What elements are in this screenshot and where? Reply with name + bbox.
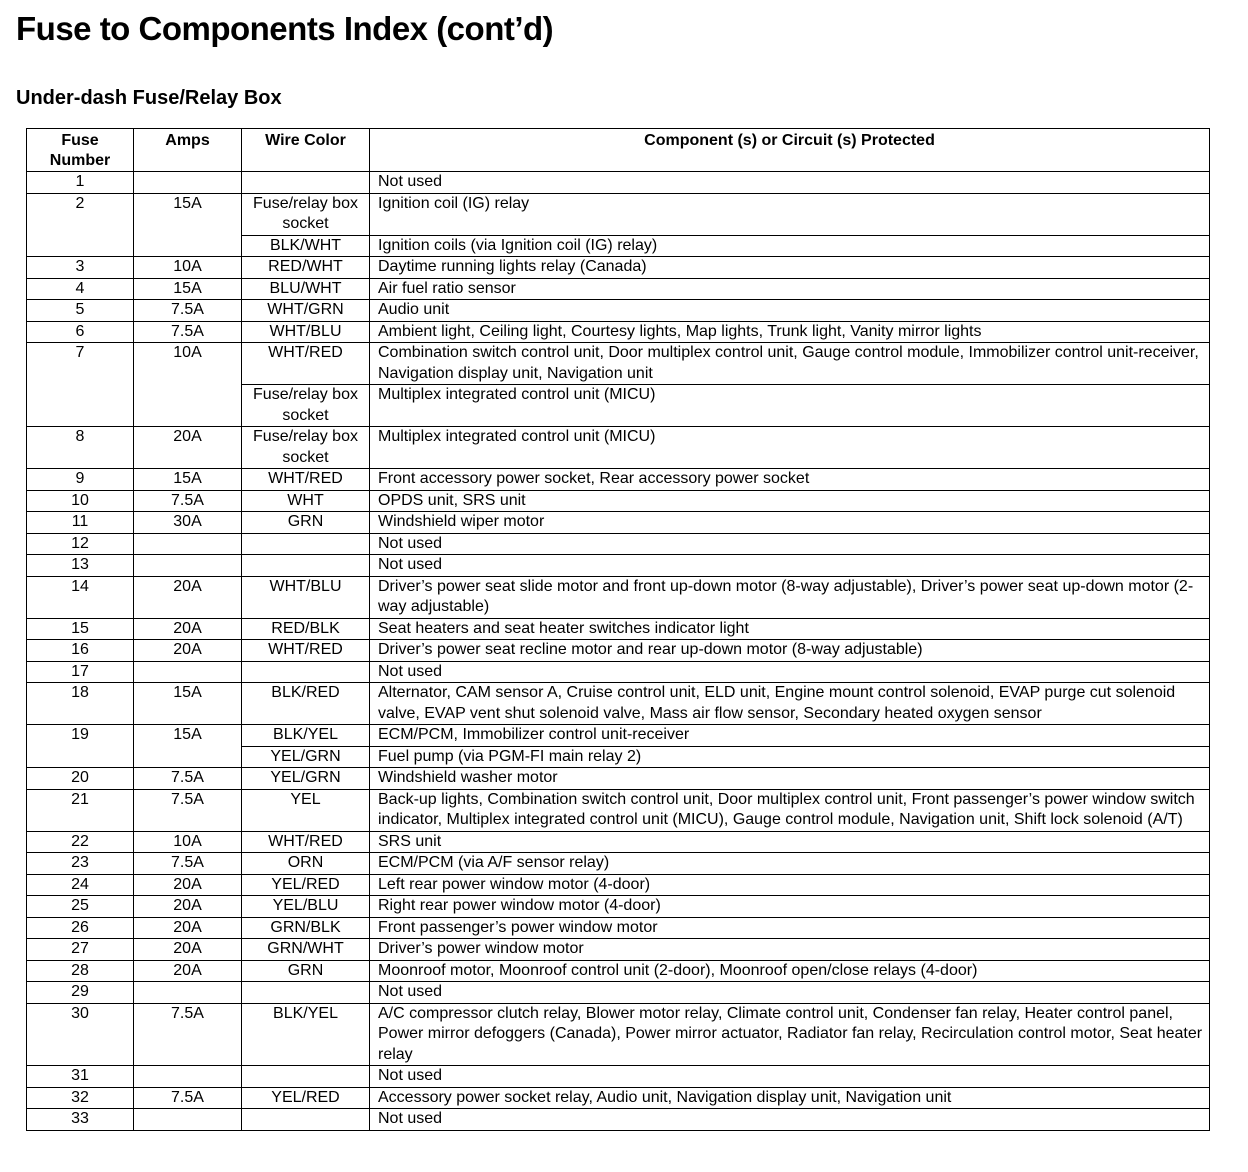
amps-cell: 20A: [134, 896, 242, 918]
fuse-number-cell: 33: [27, 1109, 134, 1131]
table-row: [27, 172, 1210, 194]
amps-cell: 10A: [134, 257, 242, 279]
fuse-number-cell: 2: [27, 193, 134, 257]
table-row: [27, 853, 1210, 875]
component-cell: Accessory power socket relay, Audio unit, Navigation display unit, Navigation unit: [370, 1087, 1210, 1109]
component-cell: Daytime running lights relay (Canada): [370, 257, 1210, 279]
component-cell: Front passenger’s power window motor: [370, 917, 1210, 939]
fuse-number-cell: 16: [27, 640, 134, 662]
wire-color-cell: WHT/RED: [242, 343, 370, 385]
component-cell: Not used: [370, 172, 1210, 194]
fuse-number-cell: 26: [27, 917, 134, 939]
component-cell: Driver’s power seat recline motor and rear up-down motor (8-way adjustable): [370, 640, 1210, 662]
amps-cell: 20A: [134, 427, 242, 469]
amps-cell: 30A: [134, 512, 242, 534]
wire-color-cell: RED/BLK: [242, 618, 370, 640]
component-cell: Multiplex integrated control unit (MICU): [370, 427, 1210, 469]
header-fuse-number: Fuse Number: [27, 129, 134, 172]
wire-color-cell: [242, 661, 370, 683]
fuse-number-cell: 20: [27, 768, 134, 790]
wire-color-cell: [242, 1109, 370, 1131]
table-row: [27, 896, 1210, 918]
component-cell: Back-up lights, Combination switch control unit, Door multiplex control unit, Front passenger’s power window switch indicator, Multiplex integrated control unit (MICU), Gauge control module, Navigation unit, Shift lock solenoid (A/T): [370, 789, 1210, 831]
wire-color-cell: WHT/GRN: [242, 300, 370, 322]
table-row: [27, 768, 1210, 790]
component-cell: Left rear power window motor (4-door): [370, 874, 1210, 896]
fuse-number-cell: 21: [27, 789, 134, 831]
component-cell: SRS unit: [370, 831, 1210, 853]
component-cell: Ignition coils (via Ignition coil (IG) relay): [370, 235, 1210, 257]
table-header-row: [27, 129, 1210, 172]
table-row: [27, 512, 1210, 534]
component-cell: ECM/PCM, Immobilizer control unit-receiver: [370, 725, 1210, 747]
table-row: [27, 1109, 1210, 1131]
wire-color-cell: Fuse/relay box socket: [242, 427, 370, 469]
fuse-number-cell: 4: [27, 278, 134, 300]
header-wire-color: Wire Color: [242, 129, 370, 172]
fuse-number-cell: 3: [27, 257, 134, 279]
table-row: [27, 917, 1210, 939]
component-cell: Fuel pump (via PGM-FI main relay 2): [370, 746, 1210, 768]
amps-cell: 7.5A: [134, 300, 242, 322]
amps-cell: 7.5A: [134, 1003, 242, 1066]
fuse-number-cell: 27: [27, 939, 134, 961]
table-row: [27, 960, 1210, 982]
table-row: [27, 789, 1210, 831]
fuse-table: [26, 128, 1210, 1131]
table-row: [27, 725, 1210, 747]
table-row: [27, 1003, 1210, 1066]
wire-color-cell: [242, 172, 370, 194]
fuse-number-cell: 17: [27, 661, 134, 683]
wire-color-cell: ORN: [242, 853, 370, 875]
amps-cell: 10A: [134, 343, 242, 427]
component-cell: Not used: [370, 661, 1210, 683]
table-row: [27, 618, 1210, 640]
amps-cell: 20A: [134, 576, 242, 618]
table-row: [27, 939, 1210, 961]
amps-cell: 20A: [134, 874, 242, 896]
table-row: [27, 555, 1210, 577]
wire-color-cell: WHT/BLU: [242, 321, 370, 343]
amps-cell: 15A: [134, 725, 242, 768]
wire-color-cell: [242, 533, 370, 555]
wire-color-cell: YEL/RED: [242, 1087, 370, 1109]
fuse-number-cell: 8: [27, 427, 134, 469]
amps-cell: [134, 661, 242, 683]
wire-color-cell: YEL: [242, 789, 370, 831]
amps-cell: [134, 533, 242, 555]
wire-color-cell: YEL/RED: [242, 874, 370, 896]
fuse-number-cell: 23: [27, 853, 134, 875]
component-cell: ECM/PCM (via A/F sensor relay): [370, 853, 1210, 875]
fuse-number-cell: 9: [27, 469, 134, 491]
header-component: Component (s) or Circuit (s) Protected: [370, 129, 1210, 172]
fuse-number-cell: 6: [27, 321, 134, 343]
component-cell: A/C compressor clutch relay, Blower motor relay, Climate control unit, Condenser fan relay, Heater control panel, Power mirror defoggers (Canada), Power mirror actuator, Radiator fan relay, Recirculation control motor, Seat heater relay: [370, 1003, 1210, 1066]
component-cell: Ignition coil (IG) relay: [370, 193, 1210, 235]
amps-cell: 7.5A: [134, 1087, 242, 1109]
component-cell: Not used: [370, 555, 1210, 577]
component-cell: Not used: [370, 1109, 1210, 1131]
component-cell: Audio unit: [370, 300, 1210, 322]
table-row: [27, 683, 1210, 725]
table-row: [27, 427, 1210, 469]
fuse-table-body: [27, 172, 1210, 1131]
amps-cell: [134, 1109, 242, 1131]
component-cell: Not used: [370, 982, 1210, 1004]
fuse-number-cell: 7: [27, 343, 134, 427]
table-row: [27, 490, 1210, 512]
fuse-number-cell: 29: [27, 982, 134, 1004]
component-cell: Moonroof motor, Moonroof control unit (2-door), Moonroof open/close relays (4-door): [370, 960, 1210, 982]
component-cell: Driver’s power seat slide motor and front up-down motor (8-way adjustable), Driver’s power seat up-down motor (2-way adjustable): [370, 576, 1210, 618]
fuse-number-cell: 18: [27, 683, 134, 725]
component-cell: Right rear power window motor (4-door): [370, 896, 1210, 918]
wire-color-cell: GRN/WHT: [242, 939, 370, 961]
table-row: [27, 874, 1210, 896]
table-row: [27, 278, 1210, 300]
fuse-number-cell: 12: [27, 533, 134, 555]
fuse-number-cell: 10: [27, 490, 134, 512]
component-cell: Windshield washer motor: [370, 768, 1210, 790]
fuse-number-cell: 30: [27, 1003, 134, 1066]
amps-cell: 20A: [134, 618, 242, 640]
wire-color-cell: BLK/WHT: [242, 235, 370, 257]
table-row: [27, 640, 1210, 662]
amps-cell: [134, 172, 242, 194]
wire-color-cell: [242, 1066, 370, 1088]
fuse-number-cell: 13: [27, 555, 134, 577]
wire-color-cell: YEL/GRN: [242, 746, 370, 768]
table-row: [27, 193, 1210, 235]
wire-color-cell: WHT: [242, 490, 370, 512]
header-amps: Amps: [134, 129, 242, 172]
amps-cell: 15A: [134, 469, 242, 491]
amps-cell: 7.5A: [134, 853, 242, 875]
page-title: Fuse to Components Index (cont’d): [16, 10, 554, 47]
amps-cell: 20A: [134, 640, 242, 662]
wire-color-cell: WHT/BLU: [242, 576, 370, 618]
amps-cell: [134, 555, 242, 577]
amps-cell: 20A: [134, 960, 242, 982]
fuse-number-cell: 5: [27, 300, 134, 322]
fuse-number-cell: 31: [27, 1066, 134, 1088]
wire-color-cell: GRN: [242, 512, 370, 534]
amps-cell: 15A: [134, 193, 242, 257]
wire-color-cell: BLK/YEL: [242, 1003, 370, 1066]
fuse-number-cell: 14: [27, 576, 134, 618]
table-row: [27, 469, 1210, 491]
table-row: [27, 982, 1210, 1004]
wire-color-cell: YEL/GRN: [242, 768, 370, 790]
amps-cell: 7.5A: [134, 768, 242, 790]
wire-color-cell: BLK/YEL: [242, 725, 370, 747]
section-title: Under-dash Fuse/Relay Box: [16, 87, 282, 109]
component-cell: OPDS unit, SRS unit: [370, 490, 1210, 512]
amps-cell: 10A: [134, 831, 242, 853]
wire-color-cell: WHT/RED: [242, 469, 370, 491]
table-row: [27, 300, 1210, 322]
wire-color-cell: YEL/BLU: [242, 896, 370, 918]
amps-cell: 20A: [134, 939, 242, 961]
table-row: [27, 257, 1210, 279]
wire-color-cell: BLK/RED: [242, 683, 370, 725]
amps-cell: [134, 1066, 242, 1088]
fuse-number-cell: 32: [27, 1087, 134, 1109]
table-row: [27, 1087, 1210, 1109]
wire-color-cell: BLU/WHT: [242, 278, 370, 300]
wire-color-cell: WHT/RED: [242, 831, 370, 853]
fuse-number-cell: 28: [27, 960, 134, 982]
fuse-number-cell: 15: [27, 618, 134, 640]
table-row: [27, 321, 1210, 343]
wire-color-cell: [242, 555, 370, 577]
wire-color-cell: GRN/BLK: [242, 917, 370, 939]
table-row: [27, 1066, 1210, 1088]
component-cell: Front accessory power socket, Rear accessory power socket: [370, 469, 1210, 491]
amps-cell: [134, 982, 242, 1004]
wire-color-cell: Fuse/relay box socket: [242, 385, 370, 427]
fuse-number-cell: 25: [27, 896, 134, 918]
wire-color-cell: [242, 982, 370, 1004]
table-row: [27, 661, 1210, 683]
component-cell: Windshield wiper motor: [370, 512, 1210, 534]
table-row: [27, 831, 1210, 853]
amps-cell: 7.5A: [134, 789, 242, 831]
fuse-number-cell: 19: [27, 725, 134, 768]
component-cell: Multiplex integrated control unit (MICU): [370, 385, 1210, 427]
fuse-number-cell: 11: [27, 512, 134, 534]
table-row: [27, 533, 1210, 555]
fuse-number-cell: 22: [27, 831, 134, 853]
wire-color-cell: Fuse/relay box socket: [242, 193, 370, 235]
amps-cell: 15A: [134, 683, 242, 725]
wire-color-cell: RED/WHT: [242, 257, 370, 279]
component-cell: Not used: [370, 533, 1210, 555]
amps-cell: 20A: [134, 917, 242, 939]
table-row: [27, 576, 1210, 618]
component-cell: Not used: [370, 1066, 1210, 1088]
component-cell: Alternator, CAM sensor A, Cruise control unit, ELD unit, Engine mount control solenoid, EVAP purge cut solenoid valve, EVAP vent shut solenoid valve, Mass air flow sensor, Secondary heated oxygen sensor: [370, 683, 1210, 725]
wire-color-cell: GRN: [242, 960, 370, 982]
amps-cell: 7.5A: [134, 490, 242, 512]
component-cell: Combination switch control unit, Door multiplex control unit, Gauge control module, Immobilizer control unit-receiver, Navigation display unit, Navigation unit: [370, 343, 1210, 385]
component-cell: Seat heaters and seat heater switches indicator light: [370, 618, 1210, 640]
amps-cell: 7.5A: [134, 321, 242, 343]
amps-cell: 15A: [134, 278, 242, 300]
fuse-number-cell: 1: [27, 172, 134, 194]
component-cell: Ambient light, Ceiling light, Courtesy lights, Map lights, Trunk light, Vanity mirror lights: [370, 321, 1210, 343]
table-row: [27, 343, 1210, 385]
wire-color-cell: WHT/RED: [242, 640, 370, 662]
component-cell: Air fuel ratio sensor: [370, 278, 1210, 300]
fuse-number-cell: 24: [27, 874, 134, 896]
component-cell: Driver’s power window motor: [370, 939, 1210, 961]
